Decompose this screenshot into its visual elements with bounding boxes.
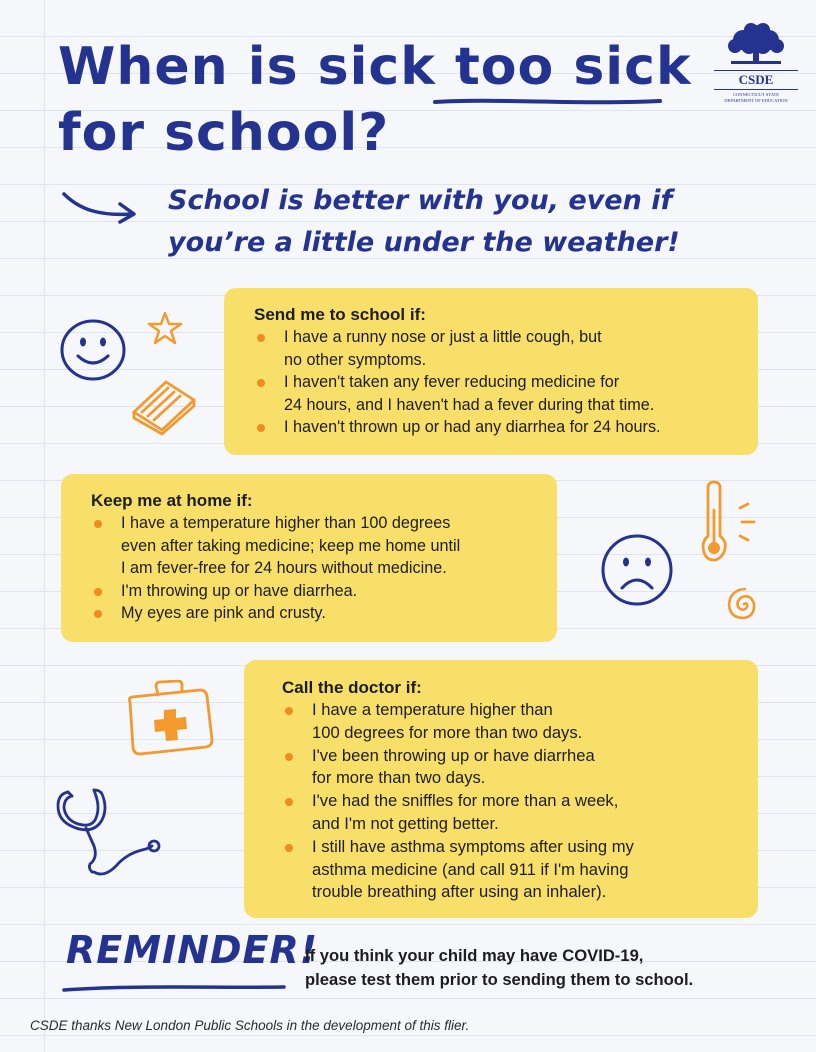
call-doctor-heading: Call the doctor if: [282,678,422,697]
send-to-school-box [224,288,758,455]
list-item [91,602,557,625]
list-item [254,416,758,439]
title-line-1-start: When is sick [58,37,455,97]
subtitle-line-2: you’re a little under the weather! [168,227,680,258]
bullet [257,334,265,342]
keep-home-box [61,474,557,642]
list-item-text: I've been throwing up or have diarrhea [312,745,595,765]
title-emphasis: too sick [454,37,692,97]
subtitle [168,180,768,264]
first-aid-kit-icon [124,680,216,758]
list-item-text: My eyes are pink and crusty. [121,604,326,622]
call-doctor-list [282,699,758,904]
list-item-text: 24 hours, and I haven't had a fever during that time. [284,395,655,414]
bullet [94,520,102,528]
reminder-text [305,944,785,992]
thermometer-icon [696,480,766,570]
sad-face-icon [598,532,676,608]
reminder-title: REMINDER! [66,928,319,972]
smiley-face-icon [58,318,128,382]
csde-tree-logo-icon [721,22,791,64]
logo-subtitle-2: DEPARTMENT OF EDUCATION [724,98,788,103]
book-icon [128,374,200,436]
list-item [91,512,557,580]
notebook-margin-line [44,0,45,1052]
bullet [285,753,293,761]
list-item [282,699,758,745]
title-line-2: for school? [58,103,390,163]
reminder-line-2: please test them prior to sending them to school. [305,970,694,989]
list-item-text: asthma medicine (and call 911 if I'm having [312,859,629,879]
send-to-school-heading: Send me to school if: [254,305,426,324]
star-icon [146,310,184,346]
spiral-icon [724,584,764,624]
bullet [285,798,293,806]
list-item-text: 100 degrees for more than two days. [312,722,583,742]
list-item [282,790,758,836]
list-item-text: I'm throwing up or have diarrhea. [121,581,358,600]
list-item [254,371,758,416]
list-item-text: I still have asthma symptoms after using my [312,836,634,856]
csde-logo [714,22,798,104]
bullet [257,379,265,387]
list-item-text: even after taking medicine; keep me home until [121,536,461,555]
logo-name: CSDE [714,70,798,90]
list-item-text: and I'm not getting better. [312,813,499,833]
subtitle-line-1: School is better with you, even if [168,185,673,216]
list-item-text: I haven't taken any fever reducing medicine for [284,373,620,391]
arrow-right-icon [60,188,140,228]
reminder-underline [62,982,288,994]
send-to-school-list [254,326,758,439]
bullet [257,424,265,432]
list-item [91,580,557,603]
list-item-text: I've had the sniffles for more than a week, [312,791,619,811]
list-item [254,326,758,371]
reminder-line-1: If you think your child may have COVID-19, [305,946,644,965]
call-doctor-box [244,660,758,918]
stethoscope-icon [54,784,164,884]
list-item [282,745,758,791]
bullet [94,610,102,618]
bullet [285,707,293,715]
list-item-text: trouble breathing after using an inhaler). [312,882,607,902]
list-item-text: no other symptoms. [284,350,427,369]
list-item-text: I haven't thrown up or had any diarrhea for 24 hours. [284,418,661,436]
keep-home-list [91,512,557,625]
footer-credit: CSDE thanks New London Public Schools in the development of this flier. [30,1018,470,1033]
list-item-text: I have a runny nose or just a little cough, but [284,328,602,346]
list-item [282,836,758,904]
bullet [285,844,293,852]
list-item-text: I have a temperature higher than 100 degrees [121,514,451,532]
list-item-text: I have a temperature higher than [312,700,553,719]
list-item-text: for more than two days. [312,768,486,788]
list-item-text: I am fever-free for 24 hours without medicine. [121,559,447,577]
keep-home-heading: Keep me at home if: [91,491,253,510]
title-underline [432,96,664,108]
bullet [94,588,102,596]
logo-subtitle-1: CONNECTICUT STATE [733,92,779,97]
